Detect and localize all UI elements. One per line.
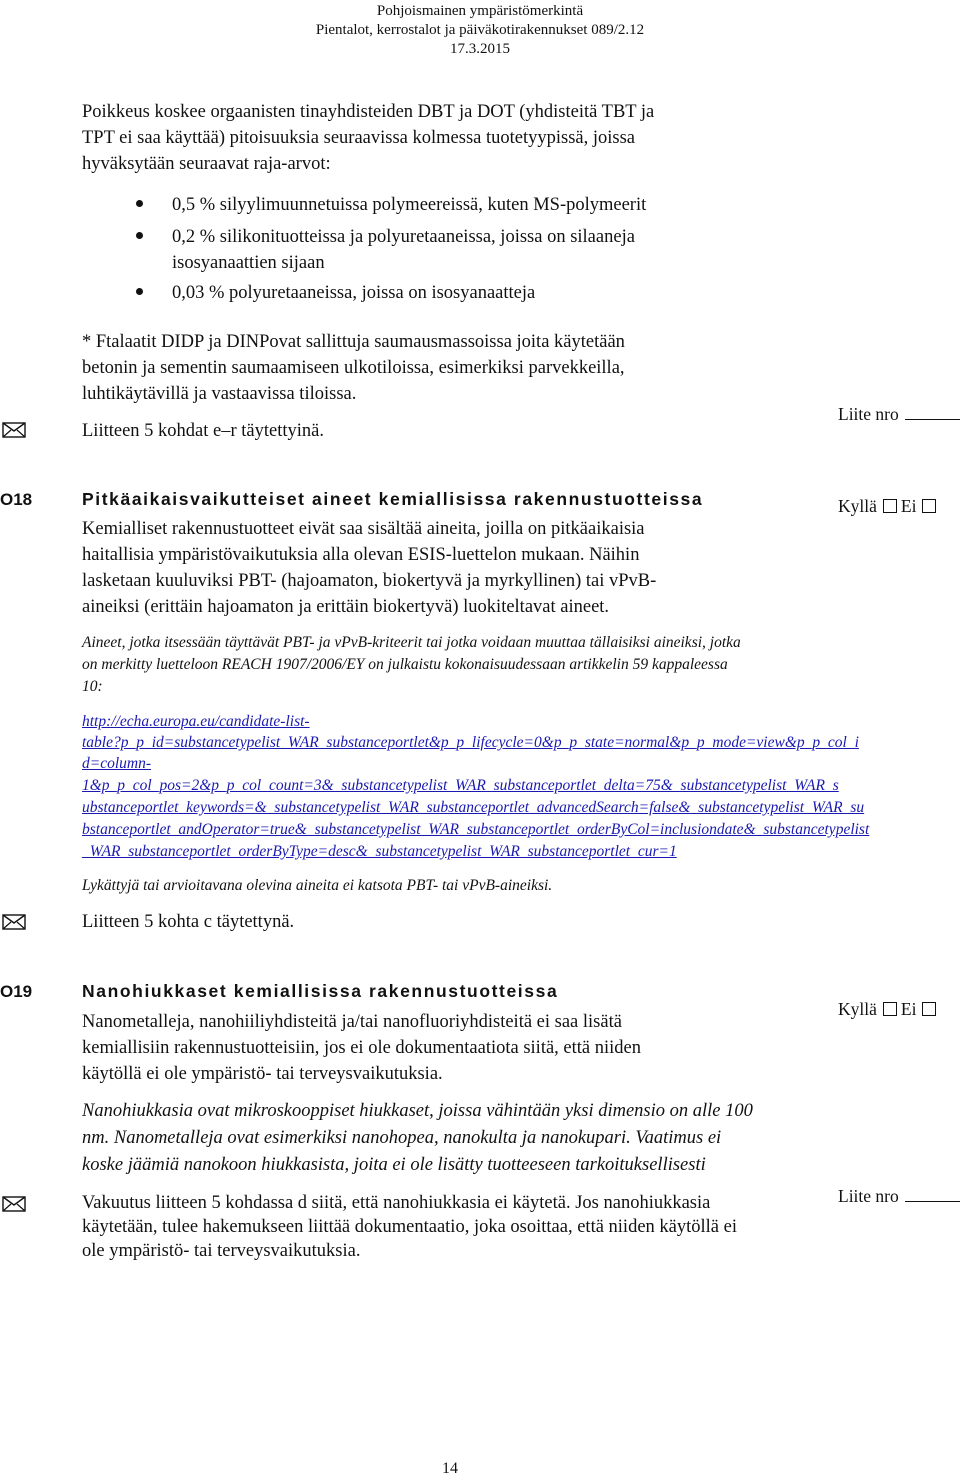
requirement-title-o19: Nanohiukkaset kemiallisissa rakennustuotteissa	[82, 981, 559, 1001]
intro-liite-field[interactable]	[838, 404, 960, 425]
o19-italic-line-1: Nanohiukkasia ovat mikroskooppiset hiukkaset, joissa vähintään yksi dimensio on alle 100	[82, 1101, 753, 1121]
echa-link-line-5[interactable]: ubstanceportlet_keywords=&_substancetypelist_WAR_substanceportlet_advancedSearch=false&_substancetypelist_WAR_su	[82, 799, 865, 816]
liite-label: Liite nro	[838, 1186, 899, 1206]
checkbox-icon[interactable]	[922, 499, 936, 513]
o18-italic-line-1: Aineet, jotka itsessään täyttävät PBT- ja vPvB-kriteerit tai jotka voidaan muuttaa tällaisiksi aineiksi, jotka	[82, 634, 741, 651]
yes-label: Kyllä	[838, 999, 877, 1019]
checkbox-icon[interactable]	[922, 1002, 936, 1016]
bullet-item-1: 0,5 % silyylimuunnetuissa polymeereissä, kuten MS-polymeerit	[172, 195, 647, 215]
envelope-icon	[0, 1194, 30, 1214]
o19-body-line-3: käytöllä ei ole ympäristö- tai terveysvaikutuksia.	[82, 1064, 443, 1084]
note-line-3: luhtikäytävillä ja vastaavissa tiloissa.	[82, 384, 357, 404]
checkbox-icon[interactable]	[883, 499, 897, 513]
note-line-2: betonin ja sementin saumaamiseen ulkotiloissa, esimerkiksi parvekkeilla,	[82, 358, 625, 378]
o18-footnote: Lykättyjä tai arvioitavana olevina aineita ei katsota PBT- tai vPvB-aineiksi.	[82, 877, 553, 894]
echa-link-line-7[interactable]: _WAR_substanceportlet_orderByType=desc&_substancetypelist_WAR_substanceportlet_cur=1	[82, 843, 677, 860]
o18-body-line-4: aineiksi (erittäin hajoamaton ja erittäin biokertyvä) luokiteltavat aineet.	[82, 597, 610, 617]
envelope-icon	[0, 912, 30, 932]
o19-liite-field[interactable]	[838, 1186, 960, 1207]
header-date: 17.3.2015	[450, 41, 510, 57]
bullet-dot-icon	[136, 200, 143, 207]
yes-no-selector-o19	[838, 999, 940, 1020]
page-number: 14	[442, 1460, 458, 1477]
requirement-code-o19: O19	[0, 982, 33, 1001]
echa-link-line-1[interactable]: http://echa.europa.eu/candidate-list-	[82, 713, 310, 730]
checkbox-icon[interactable]	[883, 1002, 897, 1016]
echa-link-line-6[interactable]: bstanceportlet_andOperator=true&_substancetypelist_WAR_substanceportlet_orderByCol=inclusiondate&_substancetypelist	[82, 821, 870, 838]
o18-body-line-1: Kemialliset rakennustuotteet eivät saa sisältää aineita, joilla on pitkäaikaisia	[82, 519, 645, 539]
o19-italic-line-2: nm. Nanometalleja ovat esimerkiksi nanohopea, nanokulta ja nanokupari. Vaatimus ei	[82, 1128, 722, 1148]
bullet-item-2: 0,2 % silikonituotteissa ja polyuretaaneissa, joissa on silaaneja	[172, 227, 635, 247]
o19-attachment-line-3: ole ympäristö- tai terveysvaikutuksia.	[82, 1241, 361, 1261]
echa-link-line-3[interactable]: d=column-	[82, 755, 152, 772]
note-line-1: * Ftalaatit DIDP ja DINPovat sallittuja saumausmassoissa joita käytetään	[82, 332, 625, 352]
o18-italic-line-3: 10:	[82, 678, 103, 695]
requirement-title-o18: Pitkäaikaisvaikutteiset aineet kemiallisissa rakennustuotteissa	[82, 489, 704, 509]
o19-attachment-line-2: käytetään, tulee hakemukseen liittää dokumentaatio, joka osoittaa, että niiden käytöllä ei	[82, 1217, 737, 1237]
echa-link-line-2[interactable]: table?p_p_id=substancetypelist_WAR_substanceportlet&p_p_lifecycle=0&p_p_state=normal&p_p_mode=view&p_p_col_i	[82, 734, 859, 751]
bullet-dot-icon	[136, 288, 143, 295]
liite-label: Liite nro	[838, 404, 899, 424]
no-label: Ei	[900, 999, 917, 1019]
intro-attachment-text: Liitteen 5 kohdat e–r täytettyinä.	[82, 421, 324, 441]
o19-body-line-1: Nanometalleja, nanohiiliyhdisteitä ja/tai nanofluoriyhdisteitä ei saa lisätä	[82, 1012, 622, 1032]
liite-number-field[interactable]	[905, 419, 960, 420]
echa-link-line-4[interactable]: 1&p_p_col_pos=2&p_p_col_count=3&_substancetypelist_WAR_substanceportlet_delta=75&_substancetypelist_WAR_s	[82, 777, 839, 794]
intro-line-3: hyväksytään seuraavat raja-arvot:	[82, 154, 331, 174]
no-label: Ei	[900, 496, 917, 516]
o18-italic-line-2: on merkitty luetteloon REACH 1907/2006/EY on julkaistu kokonaisuudessaan artikkelin 59 kappaleessa	[82, 656, 728, 673]
o19-italic-line-3: koske jäämiä nanokoon hiukkasista, joita ei ole lisätty tuotteeseen tarkoituksellisesti	[82, 1155, 706, 1175]
o18-body-line-2: haitallisia ympäristövaikutuksia alla olevan ESIS-luettelon mukaan. Näihin	[82, 545, 640, 565]
bullet-item-3: 0,03 % polyuretaaneissa, joissa on isosyanaatteja	[172, 283, 536, 303]
header-subtitle: Pientalot, kerrostalot ja päiväkotirakennukset 089/2.12	[315, 22, 645, 38]
yes-label: Kyllä	[838, 496, 877, 516]
o18-attachment-text: Liitteen 5 kohta c täytettynä.	[82, 912, 295, 932]
o19-body-line-2: kemiallisiin rakennustuotteisiin, jos ei ole dokumentaatiota siitä, että niiden	[82, 1038, 641, 1058]
requirement-code-o18: O18	[0, 490, 33, 509]
envelope-icon	[0, 420, 30, 440]
bullet-item-2-continued: isosyanaattien sijaan	[172, 253, 325, 273]
intro-line-2: TPT ei saa käyttää) pitoisuuksia seuraavissa kolmessa tuotetyypissä, joissa	[82, 128, 636, 148]
liite-number-field[interactable]	[905, 1201, 960, 1202]
o19-attachment-line-1: Vakuutus liitteen 5 kohdassa d siitä, että nanohiukkasia ei käytetä. Jos nanohiukkasia	[82, 1193, 711, 1213]
yes-no-selector-o18	[838, 496, 940, 517]
bullet-dot-icon	[136, 232, 143, 239]
o18-body-line-3: lasketaan kuuluviksi PBT- (hajoamaton, biokertyvä ja myrkyllinen) tai vPvB-	[82, 571, 657, 591]
header-title: Pohjoismainen ympäristömerkintä	[376, 3, 584, 19]
intro-line-1: Poikkeus koskee orgaanisten tinayhdisteiden DBT ja DOT (yhdisteitä TBT ja	[82, 102, 655, 122]
